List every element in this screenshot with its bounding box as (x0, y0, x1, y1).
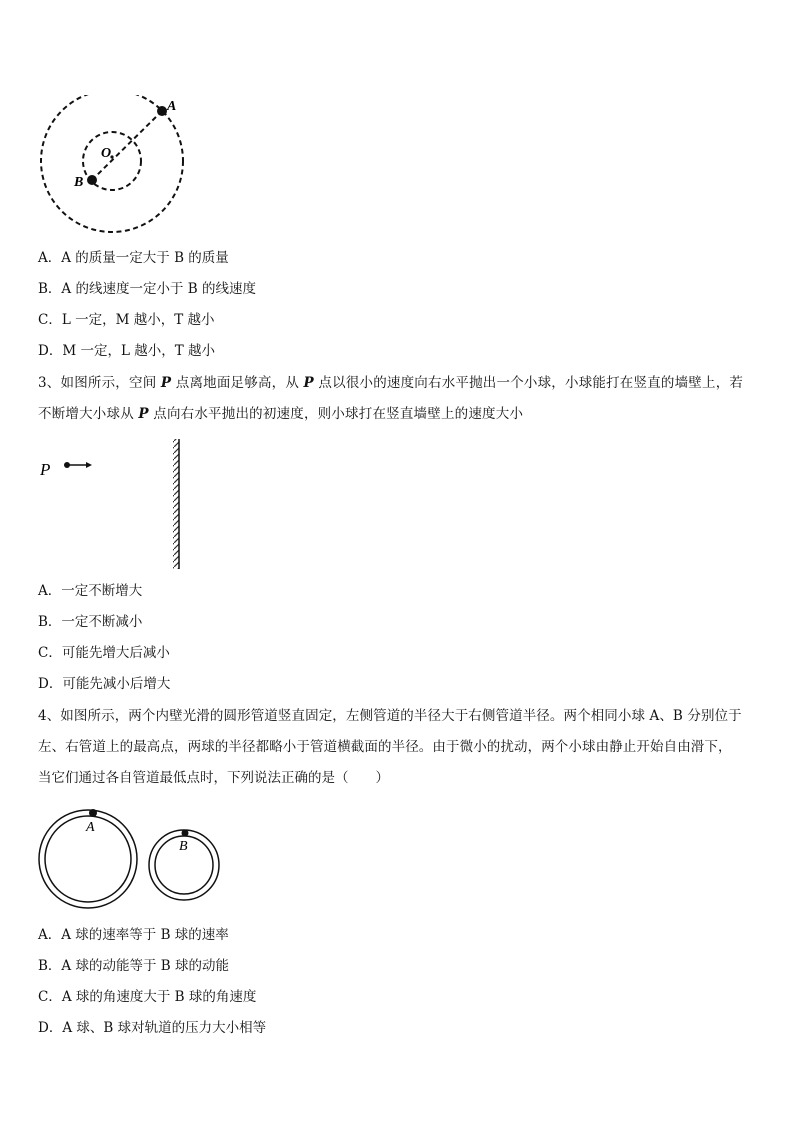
q4-stem-line-2: 左、右管道上的最高点，两球的半径都略小于管道横截面的半径。由于微小的扰动，两个小球由静止开始自由滑下， (38, 739, 732, 755)
q3-stem-text: 3、如图所示，空间 (38, 375, 161, 391)
q3-point-p: P (303, 375, 314, 391)
q4-stem-line-1: 4、如图所示，两个内壁光滑的圆形管道竖直固定，左侧管道的半径大于右侧管道半径。两个相同小球 A、B 分别位于 (38, 708, 742, 724)
figure-projectile-wall (36, 435, 196, 573)
q3-option-d: D．可能先减小后增大 (38, 676, 171, 692)
q3-option-a: A．一定不断增大 (38, 583, 143, 599)
label-b: B (179, 839, 188, 854)
label-o: O (101, 146, 112, 161)
label-a: A (167, 99, 177, 114)
label-b: B (74, 175, 84, 190)
ball-a (89, 809, 97, 817)
q3-point-p: P (138, 406, 149, 422)
q3-option-c: C．可能先增大后减小 (38, 645, 170, 661)
label-p: P (40, 460, 51, 479)
point-b-dot (87, 175, 97, 185)
q2-option-d: D．M 一定，L 越小，T 越小 (38, 343, 215, 359)
q3-stem-text: 点离地面足够高，从 (171, 375, 304, 391)
q2-option-a: A．A 的质量一定大于 B 的质量 (38, 250, 229, 266)
q3-stem-text: 点向右水平抛出的初速度，则小球打在竖直墙壁上的速度大小 (148, 406, 524, 422)
q3-stem-text: 点以很小的速度向右水平抛出一个小球，小球能打在竖直的墙壁上，若 (313, 375, 744, 391)
q4-option-a: A．A 球的速率等于 B 球的速率 (38, 927, 229, 943)
figure-circular-tubes (35, 802, 225, 920)
ball-b (182, 830, 189, 837)
q3-option-b: B．一定不断减小 (38, 614, 143, 630)
q3-stem-text: 不断增大小球从 (38, 406, 139, 422)
q4-option-d: D．A 球、B 球对轨道的压力大小相等 (38, 1020, 267, 1036)
label-a: A (86, 820, 95, 835)
q2-option-b: B．A 的线速度一定小于 B 的线速度 (38, 281, 256, 297)
q2-option-c: C．L 一定，M 越小，T 越小 (38, 312, 215, 328)
wall-hatch (173, 439, 179, 569)
q4-option-c: C．A 球的角速度大于 B 球的角速度 (38, 989, 257, 1005)
q4-stem-line-3: 当它们通过各自管道最低点时，下列说法正确的是（ ） (38, 770, 389, 786)
q4-option-b: B．A 球的动能等于 B 球的动能 (38, 958, 229, 974)
arrow-head (86, 462, 92, 468)
q3-stem-line-2 (38, 404, 523, 424)
q3-point-p: P (160, 375, 172, 391)
point-a-dot (157, 106, 167, 116)
q3-stem-line-1 (38, 373, 743, 393)
figure-orbit-diagram (30, 95, 195, 235)
